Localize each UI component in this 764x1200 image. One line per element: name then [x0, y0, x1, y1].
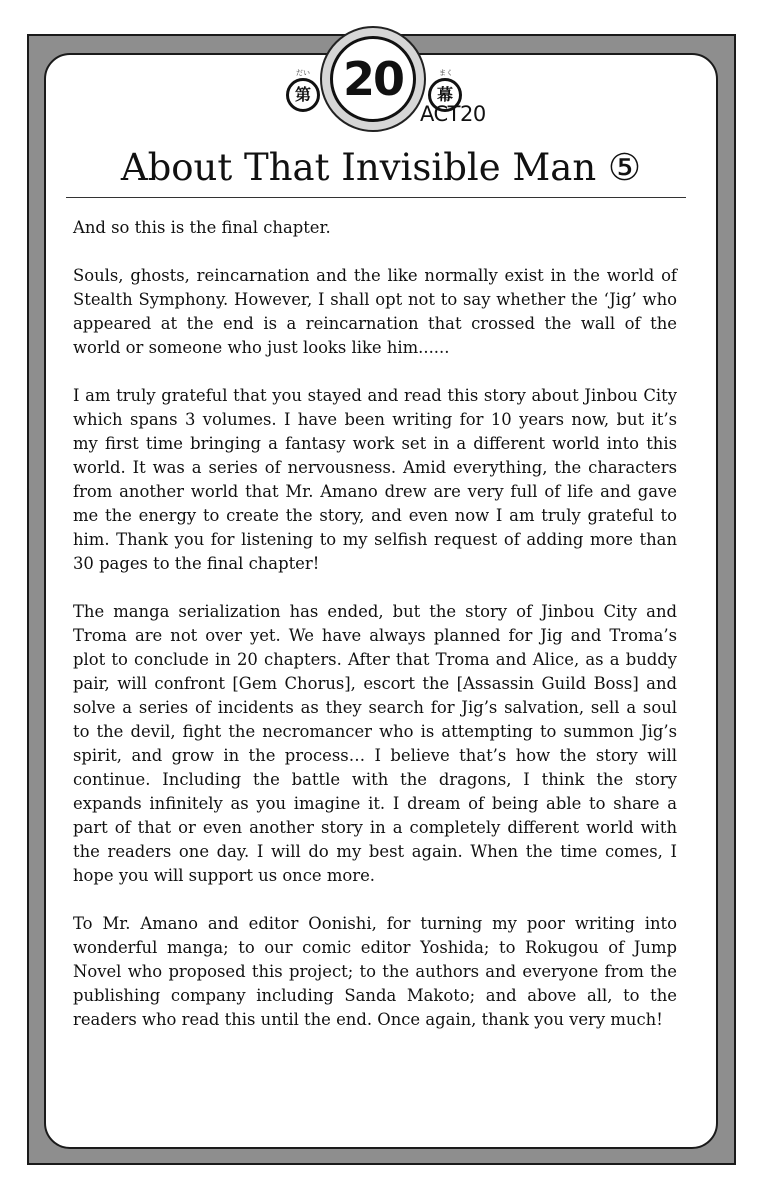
- kanji-badge-right: 幕: [428, 78, 462, 112]
- chapter-seal: [320, 26, 426, 132]
- kanji-left-ruby: だい: [296, 69, 310, 77]
- act-label: ACT20: [420, 102, 486, 126]
- afterword-body: [73, 216, 677, 1056]
- title-divider: [66, 197, 686, 198]
- kanji-right-ruby: まく: [439, 69, 453, 77]
- chapter-title: About That Invisible Man ⑤: [120, 146, 642, 189]
- paragraph-intro: And so this is the final chapter.: [73, 218, 331, 237]
- chapter-seal-inner: [330, 36, 416, 122]
- kanji-badge-left: 第: [286, 78, 320, 112]
- paragraph-thanks: To Mr. Amano and editor Oonishi, for turning my poor writing into wonderful manga; to our comic editor Yoshida; to Rokugou of Jump Novel who proposed this project; to the authors and everyone from the publishing company including Sanda Makoto; and above all, to the readers who read this until the end. Once again, thank you very much!: [73, 914, 677, 1029]
- paragraph-future-story: The manga serialization has ended, but the story of Jinbou City and Troma are not over yet. We have always planned for Jig and Troma’s plot to conclude in 20 chapters. After that Troma and Alice, as a buddy pair, will confront [Gem Chorus], escort the [Assassin Guild Boss] and solve a series of incidents as they search for Jig’s salvation, sell a soul to the devil, fight the necromancer who is attempting to summon Jig’s spirit, and grow in the process… I believe that’s how the story will continue. Including the battle with the dragons, I think the story expands infinitely as you imagine it. I dream of being able to share a part of that or even another story in a completely different world with the readers one day. I will do my best again. When the time comes, I hope you will support us once more.: [73, 602, 677, 885]
- chapter-number: 20: [342, 52, 403, 106]
- paragraph-gratitude: I am truly grateful that you stayed and read this story about Jinbou City which spans 3 volumes. I have been writing for 10 years now, but it’s my first time bringing a fantasy work set in a different world into this world. It was a series of nervousness. Amid everything, the characters from another world that Mr. Amano drew are very full of life and gave me the energy to create the story, and even now I am truly grateful to him. Thank you for listening to my selfish request of adding more than 30 pages to the final chapter!: [73, 386, 677, 573]
- paragraph-reincarnation: Souls, ghosts, reincarnation and the like normally exist in the world of Stealth Symphony. However, I shall opt not to say whether the ‘Jig’ who appeared at the end is a reincarnation that crossed the wall of the world or someone who just looks like him......: [73, 266, 677, 357]
